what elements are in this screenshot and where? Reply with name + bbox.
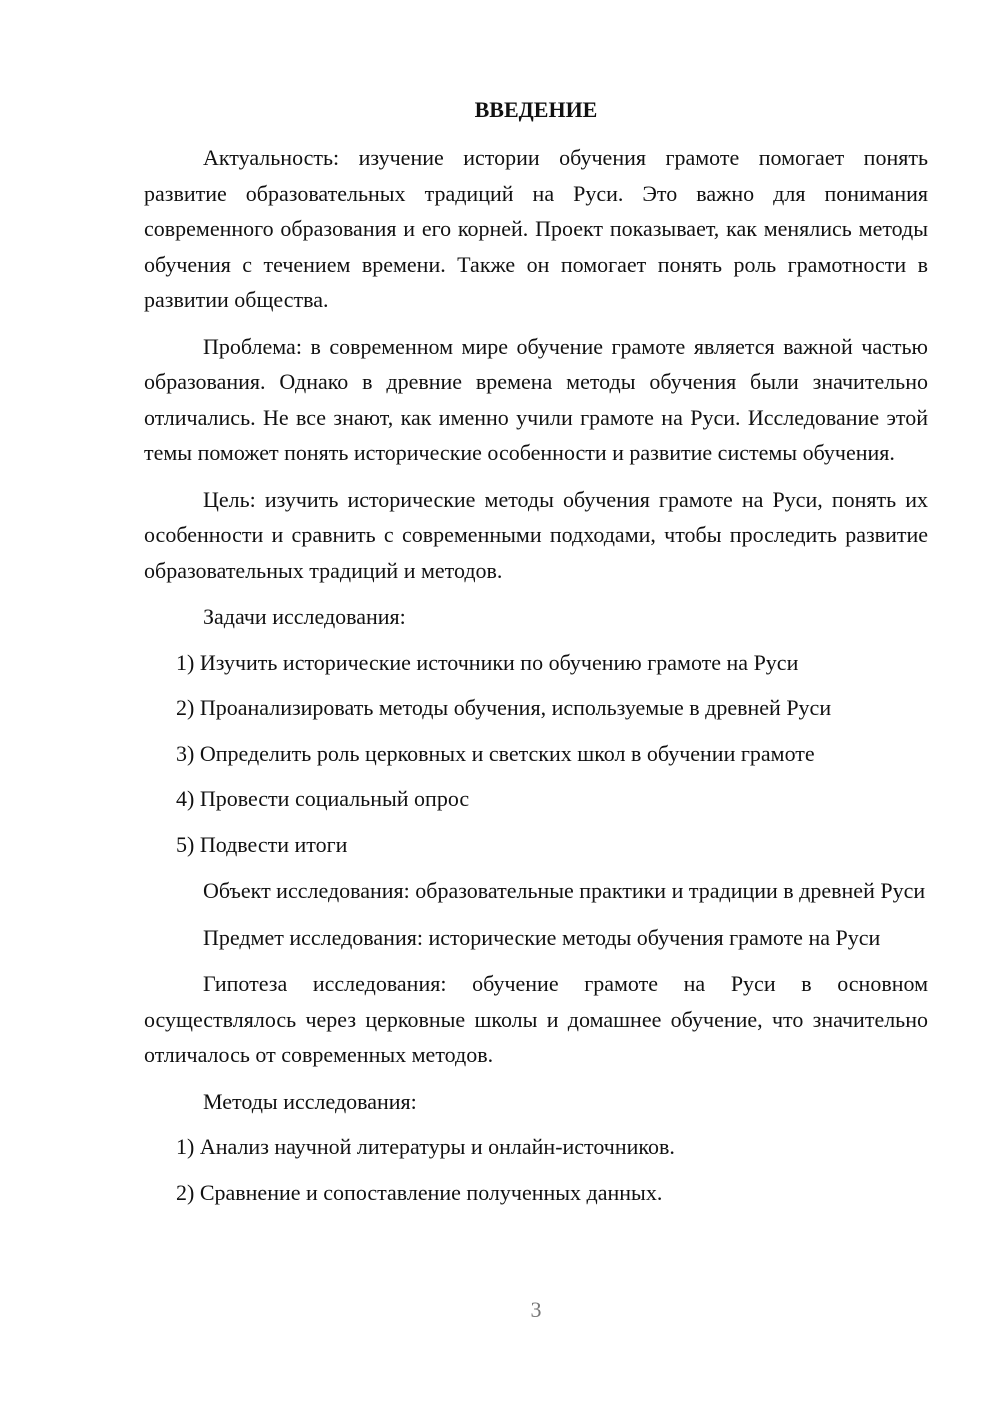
task-item: 5) Подвести итоги [176,831,348,857]
method-item: 2) Сравнение и сопоставление полученных данных. [176,1179,663,1205]
tasks-list [144,645,928,863]
task-item: 2) Проанализировать методы обучения, используемые в древней Руси [176,695,832,720]
subject-paragraph: Предмет исследования: исторические методы обучения грамоте на Руси [203,924,881,950]
section-heading: ВВЕДЕНИЕ [474,97,598,122]
object-paragraph: Объект исследования: образовательные практики и традиции в древней Руси [203,878,926,903]
task-item: 4) Провести социальный опрос [176,786,470,811]
problem-paragraph: Проблема: в современном мире обучение грамоте является важной частью образования. Однако в древние времена методы обучения были значительно отличались. Не все знают, как именно учили грамоте на Руси. Исследование этой темы поможет понять исторические особенности и развитие системы обучения. [144,333,928,465]
method-item: 1) Анализ научной литературы и онлайн-источников. [176,1134,675,1159]
task-item: 1) Изучить исторические источники по обучению грамоте на Руси [176,649,799,675]
methods-label: Методы исследования: [203,1088,417,1114]
hypothesis-paragraph: Гипотеза исследования: обучение грамоте на Руси в основном осуществлялось через церковные школы и домашнее обучение, что значительно отличалось от современных методов. [144,971,928,1067]
tasks-label: Задачи исследования: [203,604,406,629]
methods-list [144,1129,928,1210]
page-content [144,94,928,1220]
relevance-paragraph: Актуальность: изучение истории обучения грамоте помогает понять развитие образовательных традиций на Руси. Это важно для понимания современного образования и его корней. Проект показывает, как менялись методы обучения с течением времени. Также он помогает понять роль грамотности в развитии общества. [144,145,928,312]
page-number: 3 [530,1297,542,1322]
task-item: 3) Определить роль церковных и светских школ в обучении грамоте [176,740,815,766]
goal-paragraph: Цель: изучить исторические методы обучения грамоте на Руси, понять их особенности и сравнить с современными подходами, чтобы проследить развитие образовательных традиций и методов. [144,486,928,583]
